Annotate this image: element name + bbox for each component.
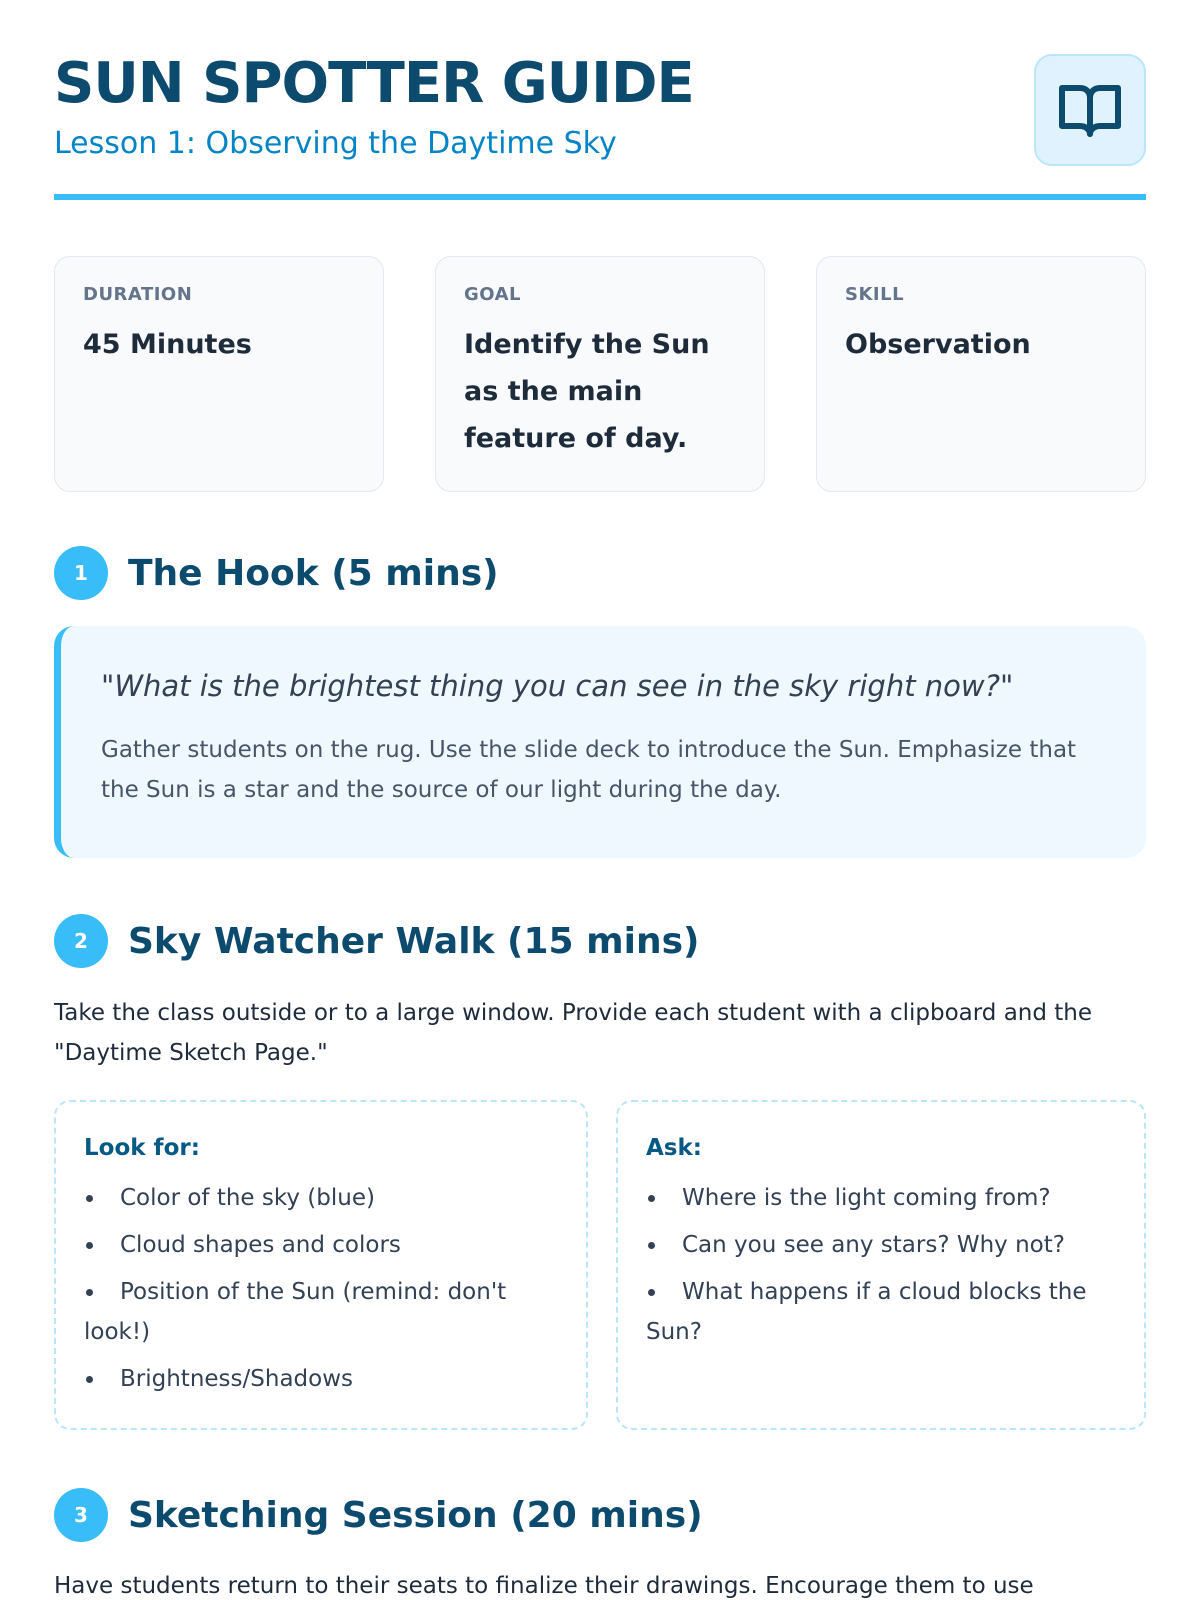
look-for-title: Look for:: [84, 1135, 200, 1161]
section-title: The Hook (5 mins): [128, 552, 499, 594]
info-cards: [54, 256, 1146, 492]
look-for-box: [54, 1100, 588, 1430]
ask-list: [646, 1178, 1116, 1352]
card-value: 45 Minutes: [83, 329, 252, 360]
section-1-heading: [54, 546, 499, 600]
page-subtitle: Lesson 1: Observing the Daytime Sky: [54, 126, 617, 161]
list-item: Can you see any stars? Why not?: [646, 1225, 1116, 1265]
section-title: Sky Watcher Walk (15 mins): [128, 920, 700, 962]
section-title: Sketching Session (20 mins): [128, 1494, 703, 1536]
card-label: SKILL: [845, 284, 905, 305]
list-item: Color of the sky (blue): [84, 1178, 558, 1218]
list-item: Position of the Sun (remind: don't look!): [84, 1272, 558, 1352]
section-number-badge: 1: [54, 546, 108, 600]
section-number-badge: 3: [54, 1488, 108, 1542]
hook-text: Gather students on the rug. Use the slide deck to introduce the Sun. Emphasize that the Sun is a star and the source of our light during the day.: [101, 737, 1077, 803]
card-value: Identify the Sun as the main feature of day.: [464, 329, 710, 454]
info-card-duration: [54, 256, 384, 492]
section-number-badge: 2: [54, 914, 108, 968]
info-card-skill: [816, 256, 1146, 492]
card-label: GOAL: [464, 284, 521, 305]
list-item: Where is the light coming from?: [646, 1178, 1116, 1218]
look-for-list: [84, 1178, 558, 1399]
section-3-heading: [54, 1488, 703, 1542]
hook-callout: [54, 626, 1146, 858]
hook-quote: "What is the brightest thing you can see in the sky right now?": [101, 669, 1014, 703]
section-2-text: Take the class outside or to a large window. Provide each student with a clipboard and the "Daytime Sketch Page.": [54, 1000, 1093, 1066]
card-label: DURATION: [83, 284, 193, 305]
list-item: Brightness/Shadows: [84, 1359, 558, 1399]
book-icon-button[interactable]: [1034, 54, 1146, 166]
info-card-goal: [435, 256, 765, 492]
page-header: [54, 0, 1146, 200]
card-value: Observation: [845, 329, 1031, 360]
book-open-icon: [1058, 80, 1122, 140]
section-2-heading: [54, 914, 699, 968]
page-title: SUN SPOTTER GUIDE: [54, 51, 694, 116]
list-item: What happens if a cloud blocks the Sun?: [646, 1272, 1116, 1352]
section-3-text: Have students return to their seats to finalize their drawings. Encourage them to use: [54, 1573, 1034, 1599]
ask-box: [616, 1100, 1146, 1430]
ask-title: Ask:: [646, 1135, 702, 1161]
list-item: Cloud shapes and colors: [84, 1225, 558, 1265]
